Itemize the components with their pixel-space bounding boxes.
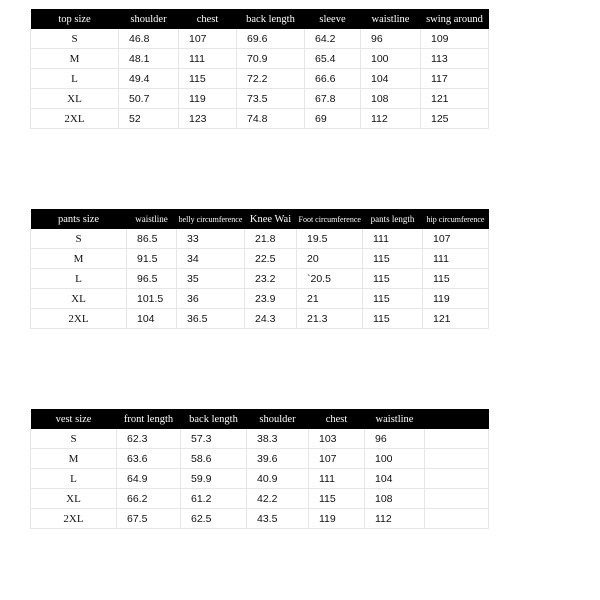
cell-hip-circumference: 107 (423, 229, 489, 249)
cell-shoulder: 38.3 (247, 429, 309, 449)
cell-chest: 107 (309, 449, 365, 469)
cell-shoulder: 40.9 (247, 469, 309, 489)
header-knee-wai: Knee Wai (245, 209, 297, 229)
cell-swing-around: 125 (421, 109, 489, 129)
header-chest: chest (179, 9, 237, 29)
pants-size-table (30, 209, 489, 329)
header-chest: chest (309, 409, 365, 429)
cell-back-length: 74.8 (237, 109, 305, 129)
header-pants-length: pants length (363, 209, 423, 229)
table-row (31, 29, 489, 49)
header-waistline: waistline (365, 409, 425, 429)
cell-knee-wai: 23.2 (245, 269, 297, 289)
cell-front-length: 64.9 (117, 469, 181, 489)
size-label: L (31, 469, 117, 489)
header-empty (425, 409, 489, 429)
cell-shoulder: 52 (119, 109, 179, 129)
table-row (31, 229, 489, 249)
cell-front-length: 67.5 (117, 509, 181, 529)
header-sleeve: sleeve (305, 9, 361, 29)
cell-chest: 111 (179, 49, 237, 69)
cell-shoulder: 46.8 (119, 29, 179, 49)
cell-back-length: 59.9 (181, 469, 247, 489)
cell-sleeve: 66.6 (305, 69, 361, 89)
cell-waistline: 100 (365, 449, 425, 469)
cell-knee-wai: 23.9 (245, 289, 297, 309)
header-waistline: waistline (361, 9, 421, 29)
size-label: M (31, 249, 127, 269)
cell-chest: 115 (179, 69, 237, 89)
size-label: 2XL (31, 309, 127, 329)
size-label: 2XL (31, 509, 117, 529)
table-row (31, 509, 489, 529)
header-swing-around: swing around (421, 9, 489, 29)
size-label: XL (31, 89, 119, 109)
cell-belly-circumference: 36 (177, 289, 245, 309)
cell-foot-circumference: 21.3 (297, 309, 363, 329)
cell-chest: 123 (179, 109, 237, 129)
cell-hip-circumference: 121 (423, 309, 489, 329)
header-foot-circumference: Foot circumference (297, 209, 363, 229)
size-label: XL (31, 489, 117, 509)
cell-chest: 103 (309, 429, 365, 449)
size-label: 2XL (31, 109, 119, 129)
size-label: S (31, 429, 117, 449)
cell-waistline: 96 (365, 429, 425, 449)
cell-belly-circumference: 36.5 (177, 309, 245, 329)
cell-front-length: 62.3 (117, 429, 181, 449)
cell-shoulder: 43.5 (247, 509, 309, 529)
cell-back-length: 57.3 (181, 429, 247, 449)
table-header-row (31, 209, 489, 229)
empty-cell (425, 429, 489, 449)
size-label: XL (31, 289, 127, 309)
cell-waistline: 96.5 (127, 269, 177, 289)
size-label: M (31, 49, 119, 69)
table-row (31, 449, 489, 469)
cell-foot-circumference: 20 (297, 249, 363, 269)
cell-swing-around: 121 (421, 89, 489, 109)
cell-shoulder: 49.4 (119, 69, 179, 89)
header-shoulder: shoulder (247, 409, 309, 429)
table-row (31, 249, 489, 269)
cell-waistline: 108 (361, 89, 421, 109)
cell-waistline: 104 (365, 469, 425, 489)
cell-waistline: 112 (361, 109, 421, 129)
cell-shoulder: 39.6 (247, 449, 309, 469)
cell-belly-circumference: 34 (177, 249, 245, 269)
vest-size-table (30, 409, 489, 529)
cell-hip-circumference: 119 (423, 289, 489, 309)
cell-chest: 119 (179, 89, 237, 109)
table-row (31, 109, 489, 129)
cell-back-length: 73.5 (237, 89, 305, 109)
cell-waistline: 91.5 (127, 249, 177, 269)
cell-waistline: 108 (365, 489, 425, 509)
cell-chest: 107 (179, 29, 237, 49)
cell-chest: 111 (309, 469, 365, 489)
cell-back-length: 62.5 (181, 509, 247, 529)
empty-cell (425, 469, 489, 489)
cell-knee-wai: 24.3 (245, 309, 297, 329)
header-back-length: back length (181, 409, 247, 429)
size-label: L (31, 69, 119, 89)
empty-cell (425, 489, 489, 509)
table-row (31, 269, 489, 289)
cell-waistline: 101.5 (127, 289, 177, 309)
cell-waistline: 100 (361, 49, 421, 69)
size-label: S (31, 29, 119, 49)
cell-sleeve: 69 (305, 109, 361, 129)
table-row (31, 49, 489, 69)
cell-back-length: 70.9 (237, 49, 305, 69)
cell-swing-around: 113 (421, 49, 489, 69)
cell-sleeve: 67.8 (305, 89, 361, 109)
size-label: L (31, 269, 127, 289)
header-belly-circumference: belly circumference (177, 209, 245, 229)
table-header-row (31, 9, 489, 29)
header-back-length: back length (237, 9, 305, 29)
cell-pants-length: 115 (363, 269, 423, 289)
cell-knee-wai: 22.5 (245, 249, 297, 269)
cell-waistline: 112 (365, 509, 425, 529)
cell-hip-circumference: 115 (423, 269, 489, 289)
cell-belly-circumference: 35 (177, 269, 245, 289)
table-row (31, 489, 489, 509)
table-row (31, 429, 489, 449)
cell-sleeve: 65.4 (305, 49, 361, 69)
cell-knee-wai: 21.8 (245, 229, 297, 249)
cell-pants-length: 115 (363, 249, 423, 269)
header-pants-size: pants size (31, 209, 127, 229)
cell-pants-length: 115 (363, 289, 423, 309)
cell-waistline: 104 (127, 309, 177, 329)
table-row (31, 89, 489, 109)
cell-hip-circumference: 111 (423, 249, 489, 269)
header-shoulder: shoulder (119, 9, 179, 29)
header-top-size: top size (31, 9, 119, 29)
cell-foot-circumference: 19.5 (297, 229, 363, 249)
cell-front-length: 63.6 (117, 449, 181, 469)
empty-cell (425, 449, 489, 469)
cell-waistline: 86.5 (127, 229, 177, 249)
cell-waistline: 96 (361, 29, 421, 49)
cell-waistline: 104 (361, 69, 421, 89)
header-front-length: front length (117, 409, 181, 429)
cell-foot-circumference: `20.5 (297, 269, 363, 289)
header-hip-circumference: hip circumference (423, 209, 489, 229)
cell-back-length: 72.2 (237, 69, 305, 89)
cell-sleeve: 64.2 (305, 29, 361, 49)
cell-front-length: 66.2 (117, 489, 181, 509)
cell-swing-around: 109 (421, 29, 489, 49)
table-row (31, 289, 489, 309)
cell-back-length: 61.2 (181, 489, 247, 509)
table-row (31, 69, 489, 89)
header-waistline: waistline (127, 209, 177, 229)
top-size-table (30, 9, 489, 129)
size-label: S (31, 229, 127, 249)
table-row (31, 469, 489, 489)
cell-shoulder: 42.2 (247, 489, 309, 509)
cell-back-length: 58.6 (181, 449, 247, 469)
table-header-row (31, 409, 489, 429)
cell-shoulder: 50.7 (119, 89, 179, 109)
header-vest-size: vest size (31, 409, 117, 429)
table-row (31, 309, 489, 329)
size-label: M (31, 449, 117, 469)
cell-chest: 115 (309, 489, 365, 509)
cell-shoulder: 48.1 (119, 49, 179, 69)
cell-belly-circumference: 33 (177, 229, 245, 249)
cell-pants-length: 111 (363, 229, 423, 249)
cell-pants-length: 115 (363, 309, 423, 329)
cell-chest: 119 (309, 509, 365, 529)
cell-foot-circumference: 21 (297, 289, 363, 309)
empty-cell (425, 509, 489, 529)
cell-swing-around: 117 (421, 69, 489, 89)
cell-back-length: 69.6 (237, 29, 305, 49)
